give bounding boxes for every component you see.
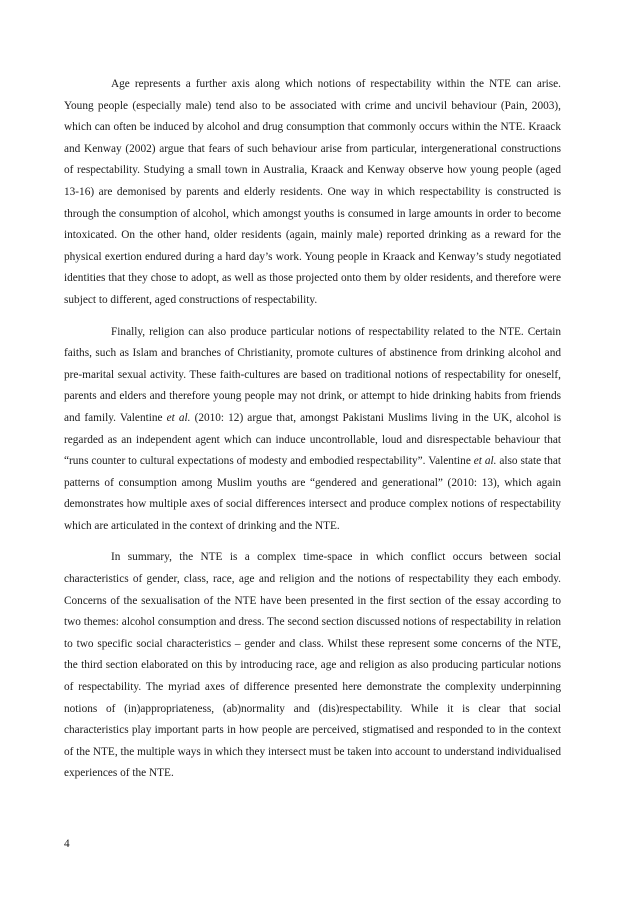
paragraph-religion (64, 322, 561, 538)
page-number: 4 (64, 838, 70, 850)
paragraph-age (64, 74, 561, 312)
body-text (64, 74, 561, 795)
paragraph-age-text: Age represents a further axis along which notions of respectability within the NTE can arise. Young people (especially male) tend also to be associated with crime and uncivil behaviour (Pain, 2003), which can often be induced by alcohol and drug consumption that commonly occurs within the NTE. Kraack and Kenway (2002) argue that fears of such behaviour arise from particular, intergenerational constructions of respectability. Studying a small town in Australia, Kraack and Kenway observe how young people (aged 13-16) are demonised by parents and elderly residents. One way in which respectability is constructed is through the consumption of alcohol, which amongst youths is consumed in large amounts in order to become intoxicated. On the other hand, older residents (again, mainly male) reported drinking as a reward for the physical exertion endured during a hard day’s work. Young people in Kraack and Kenway’s study negotiated identities that they chose to adopt, as well as those projected onto them by older residents, and therefore were subject to different, aged constructions of respectability. (64, 78, 561, 306)
paragraph-religion-etal-1: et al. (166, 411, 191, 424)
paragraph-religion-text-3: also state that patterns of consumption among Muslim youths are “gendered and generational” (2010: 13), which again demonstrates how multiple axes of social differences intersect and produce complex notions of respectability which are articulated in the context of drinking and the NTE. (64, 455, 561, 532)
paragraph-religion-text-2: (2010: 12) argue that, amongst Pakistani Muslims living in the UK, alcohol is regarded as an independent agent which can induce uncontrollable, loud and disrespectable behaviour that “runs counter to cultural expectations of modesty and embodied respectability”. Valentine (64, 411, 561, 468)
paragraph-religion-etal-2: et al. (473, 455, 497, 468)
paragraph-religion-text-1: Finally, religion can also produce particular notions of respectability related to the NTE. Certain faiths, such as Islam and branches of Christianity, promote cultures of abstinence from drinking alcohol and pre-marital sexual activity. These faith-cultures are based on traditional notions of respectability for oneself, parents and elders and therefore young people may not drink, or attempt to hide drinking habits from friends and family. Valentine (64, 325, 561, 424)
paragraph-summary (64, 547, 561, 785)
paragraph-summary-text: In summary, the NTE is a complex time-space in which conflict occurs between social characteristics of gender, class, race, age and religion and the notions of respectability they each embody. Concerns of the sexualisation of the NTE have been presented in the first section of the essay according to two themes: alcohol consumption and dress. The second section discussed notions of respectability in relation to two specific social characteristics – gender and class. Whilst these represent some concerns of the NTE, the third section elaborated on this by introducing race, age and religion as also producing particular notions of respectability. The myriad axes of difference presented here demonstrate the complexity underpinning notions of (in)appropriateness, (ab)normality and (dis)respectability. While it is clear that social characteristics play important parts in how people are perceived, stigmatised and responded to in the context of the NTE, the multiple ways in which they intersect must be taken into account to understand individualised experiences of the NTE. (64, 551, 561, 780)
